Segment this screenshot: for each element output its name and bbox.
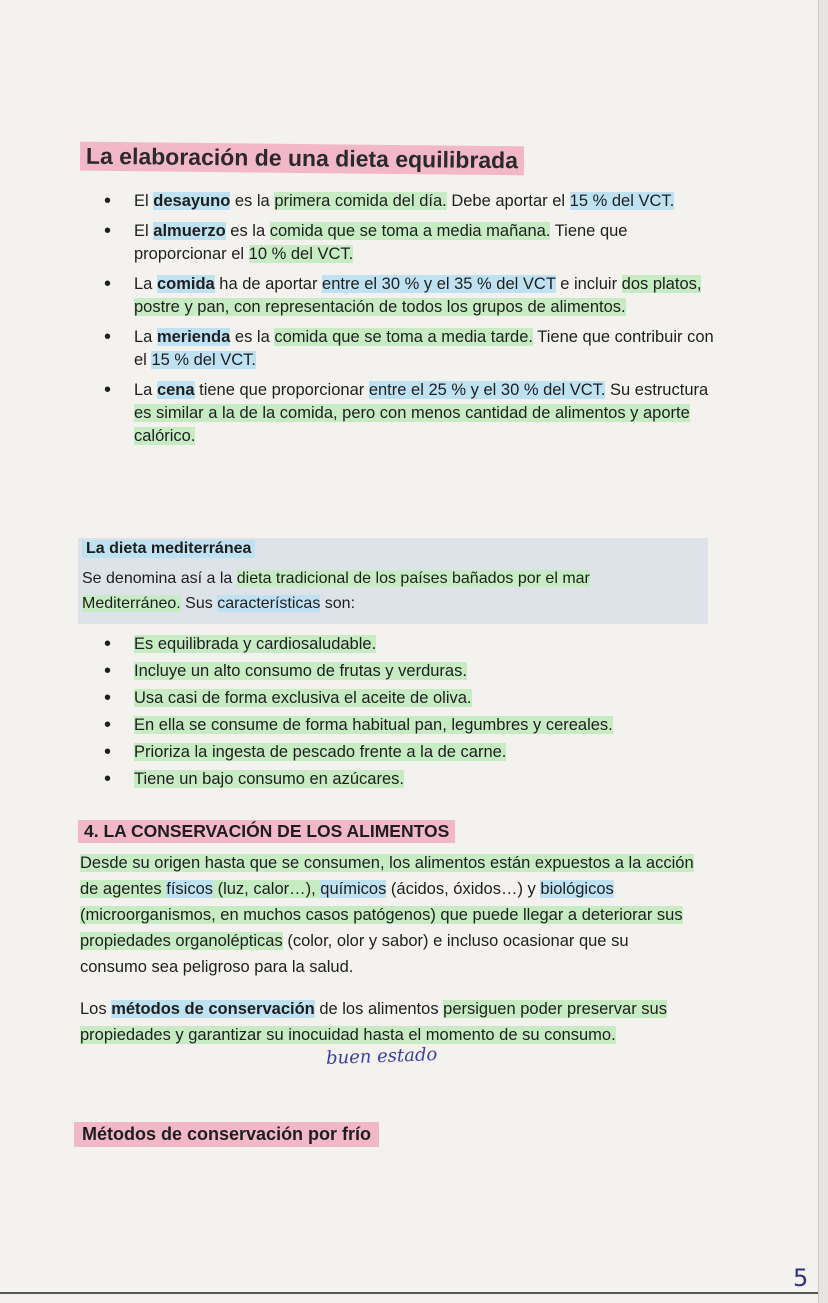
- section-4-title: 4. LA CONSERVACIÓN DE LOS ALIMENTOS: [78, 820, 455, 843]
- list-item-cena: • La cena tiene que proporcionar entre el 25 % y el 30 % del VCT. Su estructura es similar a la de la comida, pero con menos cantidad de alimentos y aporte calórico.: [100, 379, 715, 448]
- cold-methods-title: Métodos de conservación por frío: [74, 1122, 379, 1147]
- page-edge: [818, 0, 828, 1303]
- list-item-merienda: • La merienda es la comida que se toma a media tarde. Tiene que contribuir con el 15 % del VCT.: [100, 326, 715, 372]
- section-4-paragraph-1: Desde su origen hasta que se consumen, los alimentos están expuestos a la acción de agentes físicos (luz, calor…), químicos (ácidos, óxidos…) y biológicos (microorganismos, en muchos casos patógenos) que puede llegar a deteriorar sus propiedades organolépticas (color, olor y sabor) e incluso ocasionar que su consumo sea peligroso para la salud.: [80, 854, 694, 976]
- list-item: • Prioriza la ingesta de pescado frente a la de carne.: [100, 740, 700, 764]
- list-item: • Es equilibrada y cardiosaludable.: [100, 632, 700, 656]
- page-number: 5: [793, 1264, 809, 1292]
- section-4-paragraph-2: Los métodos de conservación de los alimentos persiguen poder preservar sus propiedades y garantizar su inocuidad hasta el momento de su consumo.: [80, 1000, 667, 1044]
- list-item-comida: • La comida ha de aportar entre el 30 % y el 35 % del VCT e incluir dos platos, postre y pan, con representación de todos los grupos de alimentos.: [100, 273, 715, 319]
- page-title: La elaboración de una dieta equilibrada: [80, 142, 524, 176]
- mediterranean-list: [100, 632, 700, 794]
- mediterranean-title: La dieta mediterránea: [82, 540, 255, 558]
- list-item: • En ella se consume de forma habitual pan, legumbres y cereales.: [100, 713, 700, 737]
- list-item: • Incluye un alto consumo de frutas y verduras.: [100, 659, 700, 683]
- list-item: • Tiene un bajo consumo en azúcares.: [100, 767, 700, 791]
- mediterranean-intro: Se denomina así a la dieta tradicional de los países bañados por el mar Mediterráneo. Sus características son:: [82, 570, 590, 612]
- bottom-rule: [0, 1292, 818, 1294]
- list-item: • Usa casi de forma exclusiva el aceite de oliva.: [100, 686, 700, 710]
- list-item-desayuno: • El desayuno es la primera comida del día. Debe aportar el 15 % del VCT.: [100, 190, 715, 213]
- meals-list: [100, 190, 715, 455]
- handwritten-note: buen estado: [325, 1044, 438, 1069]
- list-item-almuerzo: • El almuerzo es la comida que se toma a media mañana. Tiene que proporcionar el 10 % del VCT.: [100, 220, 715, 266]
